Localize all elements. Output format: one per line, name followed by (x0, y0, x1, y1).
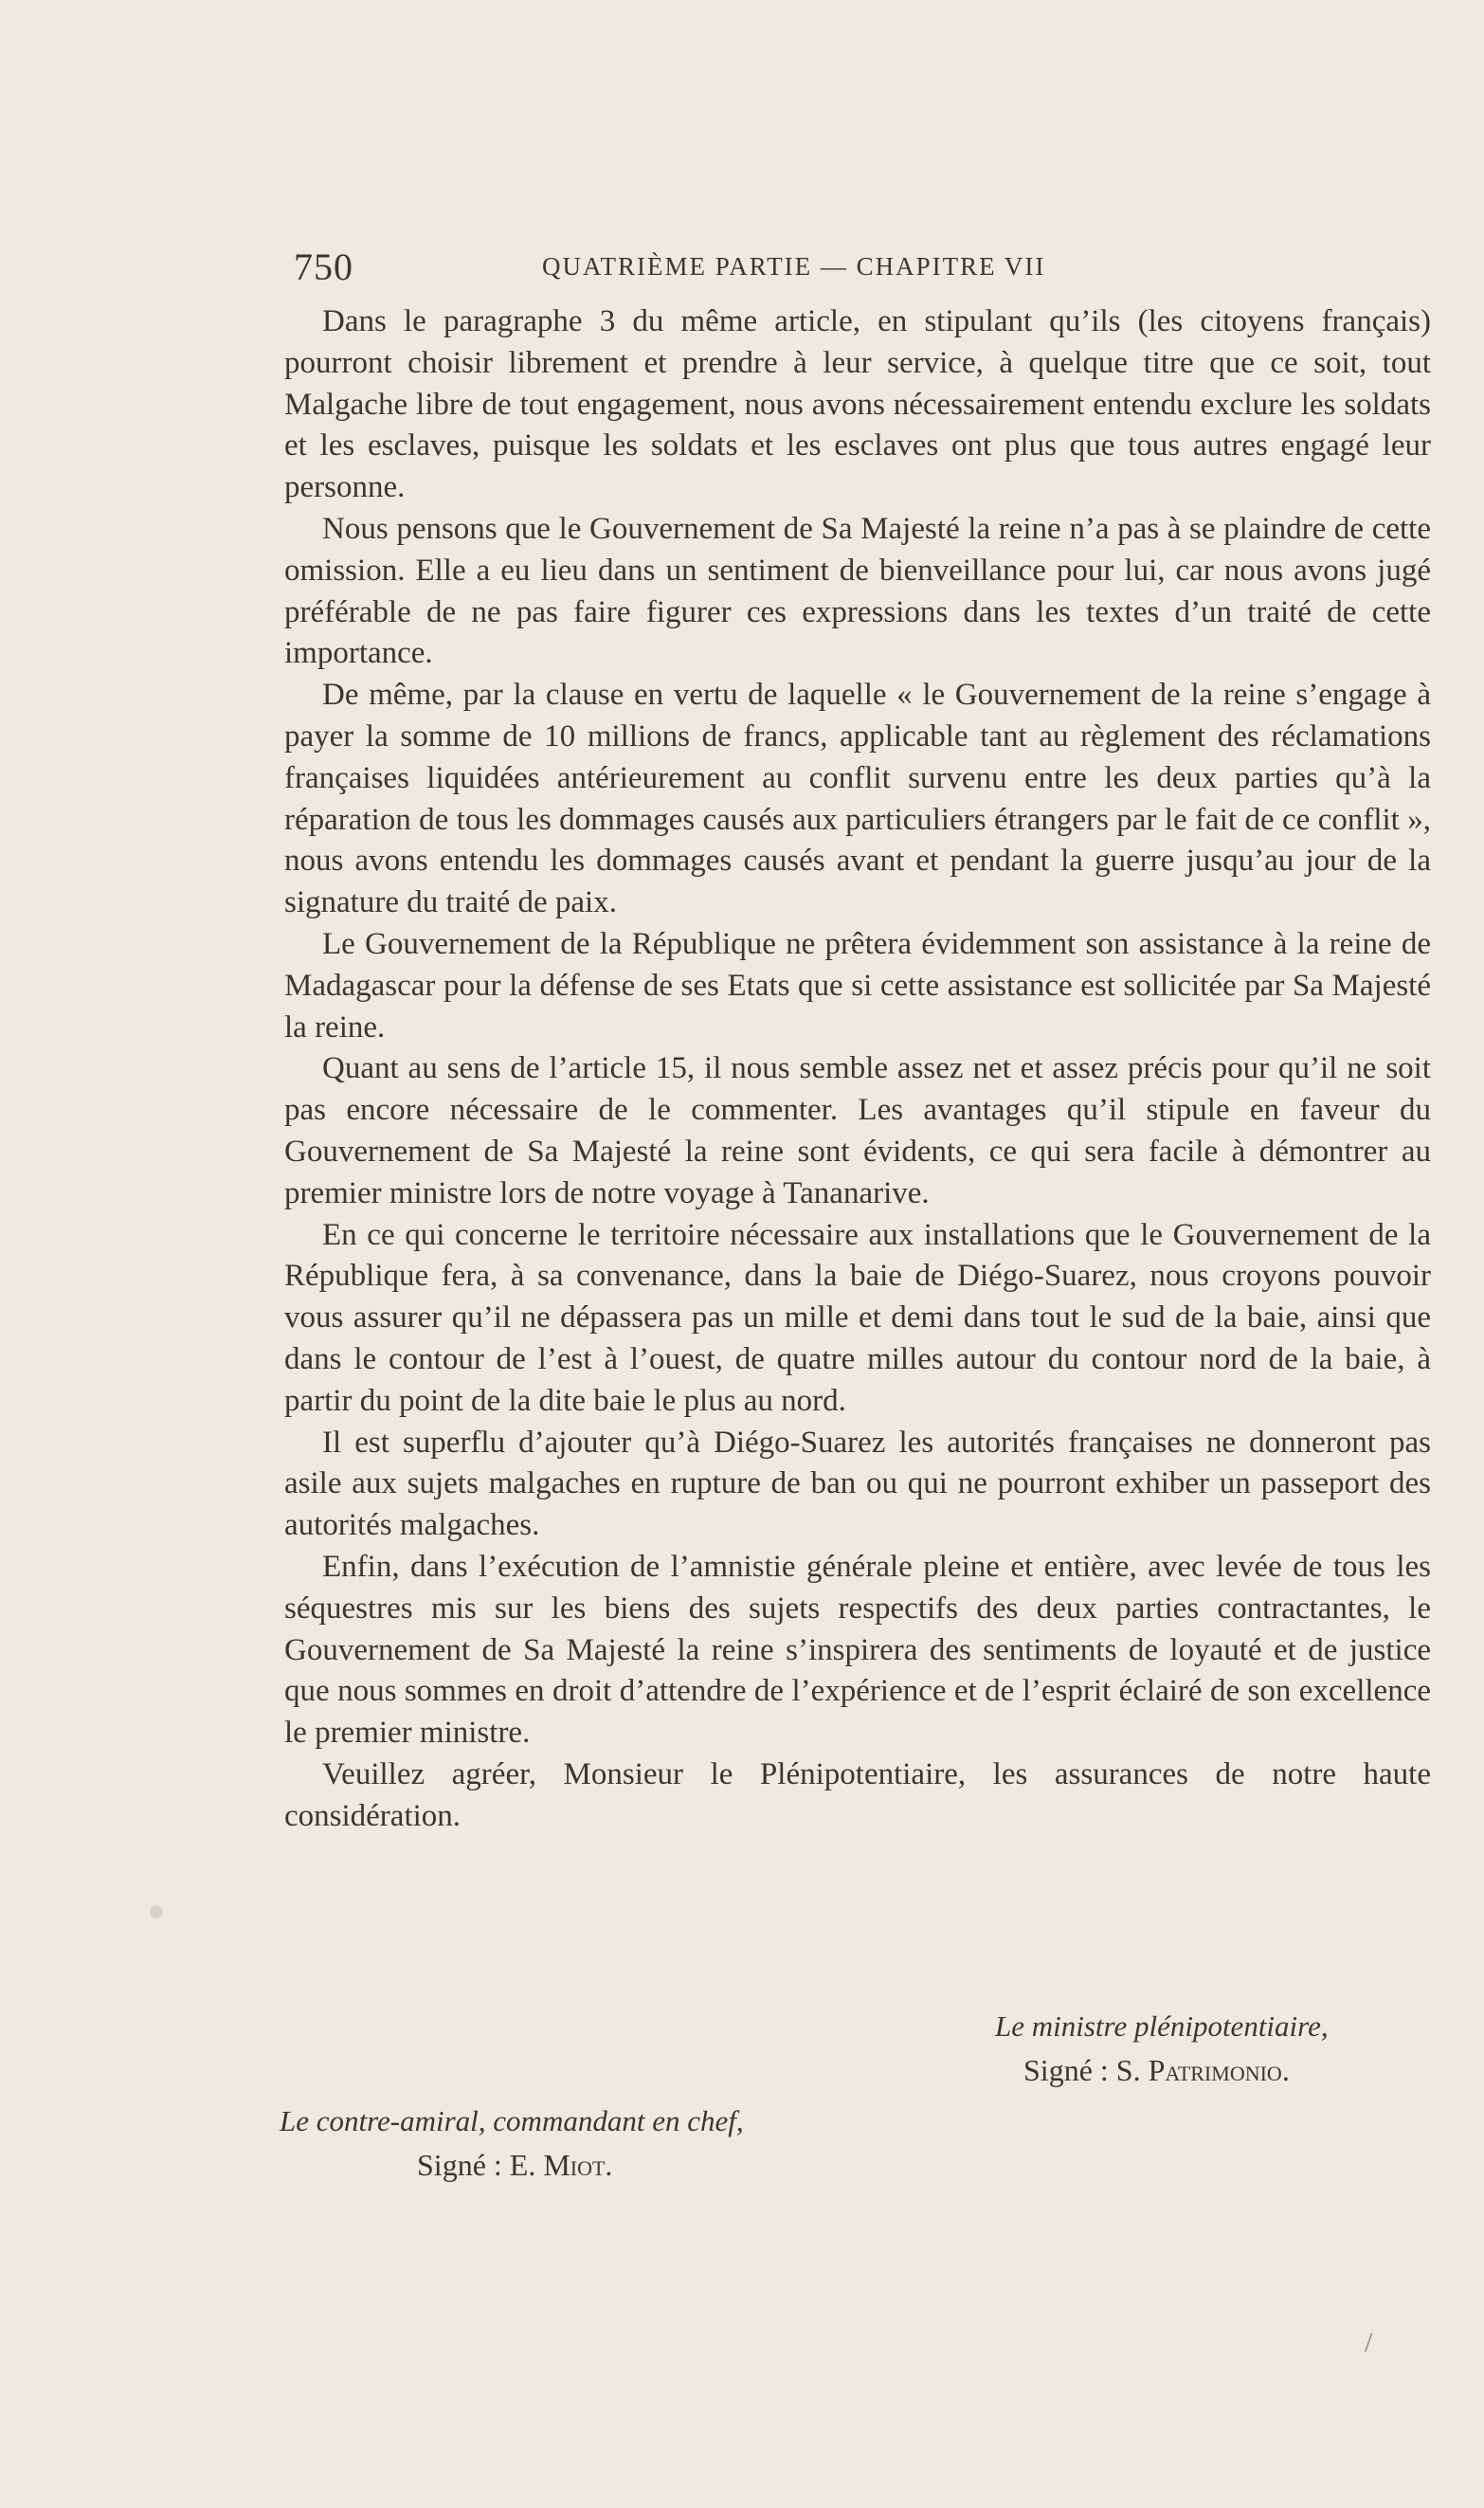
page-number: 750 (294, 245, 353, 288)
paragraph: Quant au sens de l’article 15, il nous semble assez net et assez précis pour qu’il ne soit pas encore nécessaire de le commenter. Les avantages qu’il stipule en faveur du Gouvernement de Sa Majesté la reine sont évidents, ce qui sera facile à démontrer au premier ministre lors de notre voyage à Tananarive. (284, 1051, 1431, 1210)
paragraph: Il est superflu d’ajouter qu’à Diégo-Suarez les autorités françaises ne donneront pas asile aux sujets malgaches en rupture de ban ou qui ne pourront exhiber un passeport des autorités malgaches. (284, 1425, 1431, 1543)
body-text (284, 301, 1431, 1837)
plenipotentiary-signature (995, 2005, 1431, 2092)
paragraph: Enfin, dans l’exécution de l’amnistie générale pleine et entière, avec levée de tous les séquestres mis sur les biens des sujets respectifs des deux parties contractantes, le Gouvernement de Sa Majesté la reine s’inspirera des sentiments de loyauté et de justice que nous sommes en droit d’attendre de l’expérience et de l’esprit éclairé de son excellence le premier ministre. (284, 1549, 1431, 1751)
admiral-title: Le contre-amiral, commandant en chef, (280, 2104, 744, 2137)
signatory-name: Miot. (543, 2148, 613, 2182)
paragraph: Nous pensons que le Gouvernement de Sa Majesté la reine n’a pas à se plaindre de cette omission. Elle a eu lieu dans un sentiment de bienveillance pour lui, car nous avons jugé préférable de ne pas faire figurer ces expressions dans les textes d’un traité de cette importance. (284, 511, 1431, 671)
plenipotentiary-title: Le ministre plénipotentiaire, (995, 2009, 1329, 2043)
paper-spot (150, 1905, 163, 1918)
paragraph: De même, par la clause en vertu de laquelle « le Gouvernement de la reine s’engage à payer la somme de 10 millions de francs, applicable tant au règlement des réclamations françaises liquidées antérieurement au conflit survenu entre les deux parties qu’à la réparation de tous les dommages causés aux particuliers étrangers par le fait de ce conflit », nous avons entendu les dommages causés avant et pendant la guerre jusqu’au jour de la signature du traité de paix. (284, 678, 1431, 920)
paragraph: Dans le paragraphe 3 du même article, en stipulant qu’ils (les citoyens français) pourront choisir librement et prendre à leur service, à quelque titre que ce soit, tout Malgache libre de tout engagement, nous avons nécessairement entendu exclure les soldats et les esclaves, puisque les soldats et les esclaves ont plus que tous autres engagé leur personne. (284, 304, 1431, 505)
margin-pencil-mark: / (1365, 2327, 1373, 2358)
signed-prefix: Signé : E. (417, 2148, 536, 2182)
paragraph: Veuillez agréer, Monsieur le Plénipotentiaire, les assurances de notre haute considération. (284, 1756, 1431, 1833)
paragraph: Le Gouvernement de la République ne prêtera évidemment son assistance à la reine de Madagascar pour la défense de ses Etats que si cette assistance est sollicitée par Sa Majesté la reine. (284, 926, 1431, 1045)
page-header (294, 245, 1421, 292)
signed-prefix: Signé : S. (1023, 2053, 1141, 2087)
admiral-signature (280, 2099, 943, 2187)
running-head: QUATRIÈME PARTIE — CHAPITRE VII (542, 252, 1046, 281)
plenipotentiary-signed-line (995, 2048, 1431, 2092)
signatory-name: Patrimonio. (1148, 2053, 1290, 2087)
admiral-signed-line (280, 2143, 943, 2187)
paragraph: En ce qui concerne le territoire nécessaire aux installations que le Gouvernement de la République fera, à sa convenance, dans la baie de Diégo-Suarez, nous croyons pouvoir vous assurer qu’il ne dépassera pas un mille et demi dans tout le sud de la baie, ainsi que dans le contour de l’est à l’ouest, de quatre milles autour du contour nord de la baie, à partir du point de la dite baie le plus au nord. (284, 1217, 1431, 1418)
